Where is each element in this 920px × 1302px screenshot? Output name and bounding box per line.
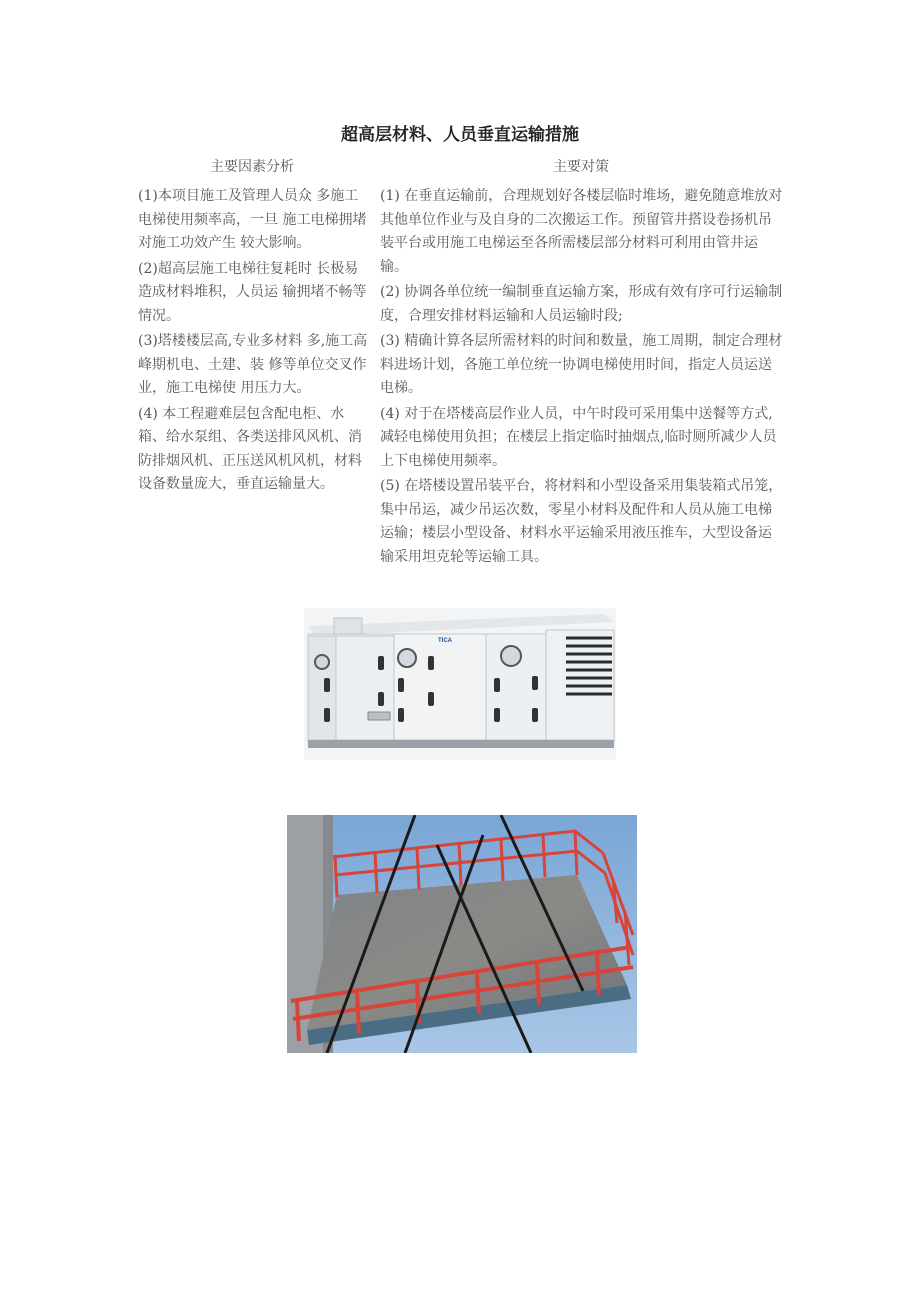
countermeasure-paragraph: (1) 在垂直运输前，合理规划好各楼层临时堆场，避免随意堆放对其他单位作业与及自身的二次搬运工作。预留管井搭设卷扬机吊装平台或用施工电梯运至各所需楼层部分材料可利用由管井运输。 bbox=[380, 188, 783, 275]
factor-paragraph: (1)本项目施工及管理人员众 多施工电梯使用频率高，一旦 施工电梯拥堵对施工功效产生 较大影响。 bbox=[138, 188, 367, 251]
factor-paragraph: (4) 本工程避难层包含配电柜、水箱、给水泵组、各类送排风风机、消防排烟风机、正压送风机风机，材料设备数量庞大，垂直运输量大。 bbox=[138, 405, 362, 492]
countermeasure-paragraph: (3) 精确计算各层所需材料的时间和数量，施工周期，制定合理材料进场计划，各施工单位统一协调电梯使用时间，指定人员运送电梯。 bbox=[380, 333, 783, 396]
air-handling-unit-image bbox=[304, 608, 616, 760]
document-title: 超高层材料、人员垂直运输措施 bbox=[341, 125, 579, 145]
countermeasure-paragraph: (2) 协调各单位统一编制垂直运输方案，形成有效有序可行运输制度，合理安排材料运输和人员运输时段; bbox=[380, 284, 783, 324]
ahu-logo-text: TICA bbox=[438, 638, 452, 644]
countermeasure-column bbox=[380, 185, 784, 571]
countermeasure-paragraph: (4) 对于在塔楼高层作业人员，中午时段可采用集中送餐等方式,减轻电梯使用负担；在楼层上指定临时抽烟点,临时厕所减少人员上下电梯使用频率。 bbox=[380, 405, 777, 469]
factor-analysis-column bbox=[138, 185, 368, 499]
factor-paragraph: (3)塔楼楼层高,专业多材料 多,施工高峰期机电、土建、装 修等单位交叉作业，施工电梯使 用压力大。 bbox=[138, 333, 368, 396]
lifting-platform-image bbox=[287, 815, 637, 1053]
factor-paragraph: (2)超高层施工电梯往复耗时 长极易造成材料堆积，人员运 输拥堵不畅等情况。 bbox=[138, 260, 367, 324]
left-column-header: 主要因素分析 bbox=[210, 159, 294, 175]
countermeasure-paragraph: (5) 在塔楼设置吊装平台，将材料和小型设备采用集装箱式吊笼，集中吊运，减少吊运次数，零星小材料及配件和人员从施工电梯运输；楼层小型设备、材料水平运输采用液压推车，大型设备运输采用坦克轮等运输工具。 bbox=[380, 478, 783, 565]
right-column-header: 主要对策 bbox=[553, 159, 609, 175]
